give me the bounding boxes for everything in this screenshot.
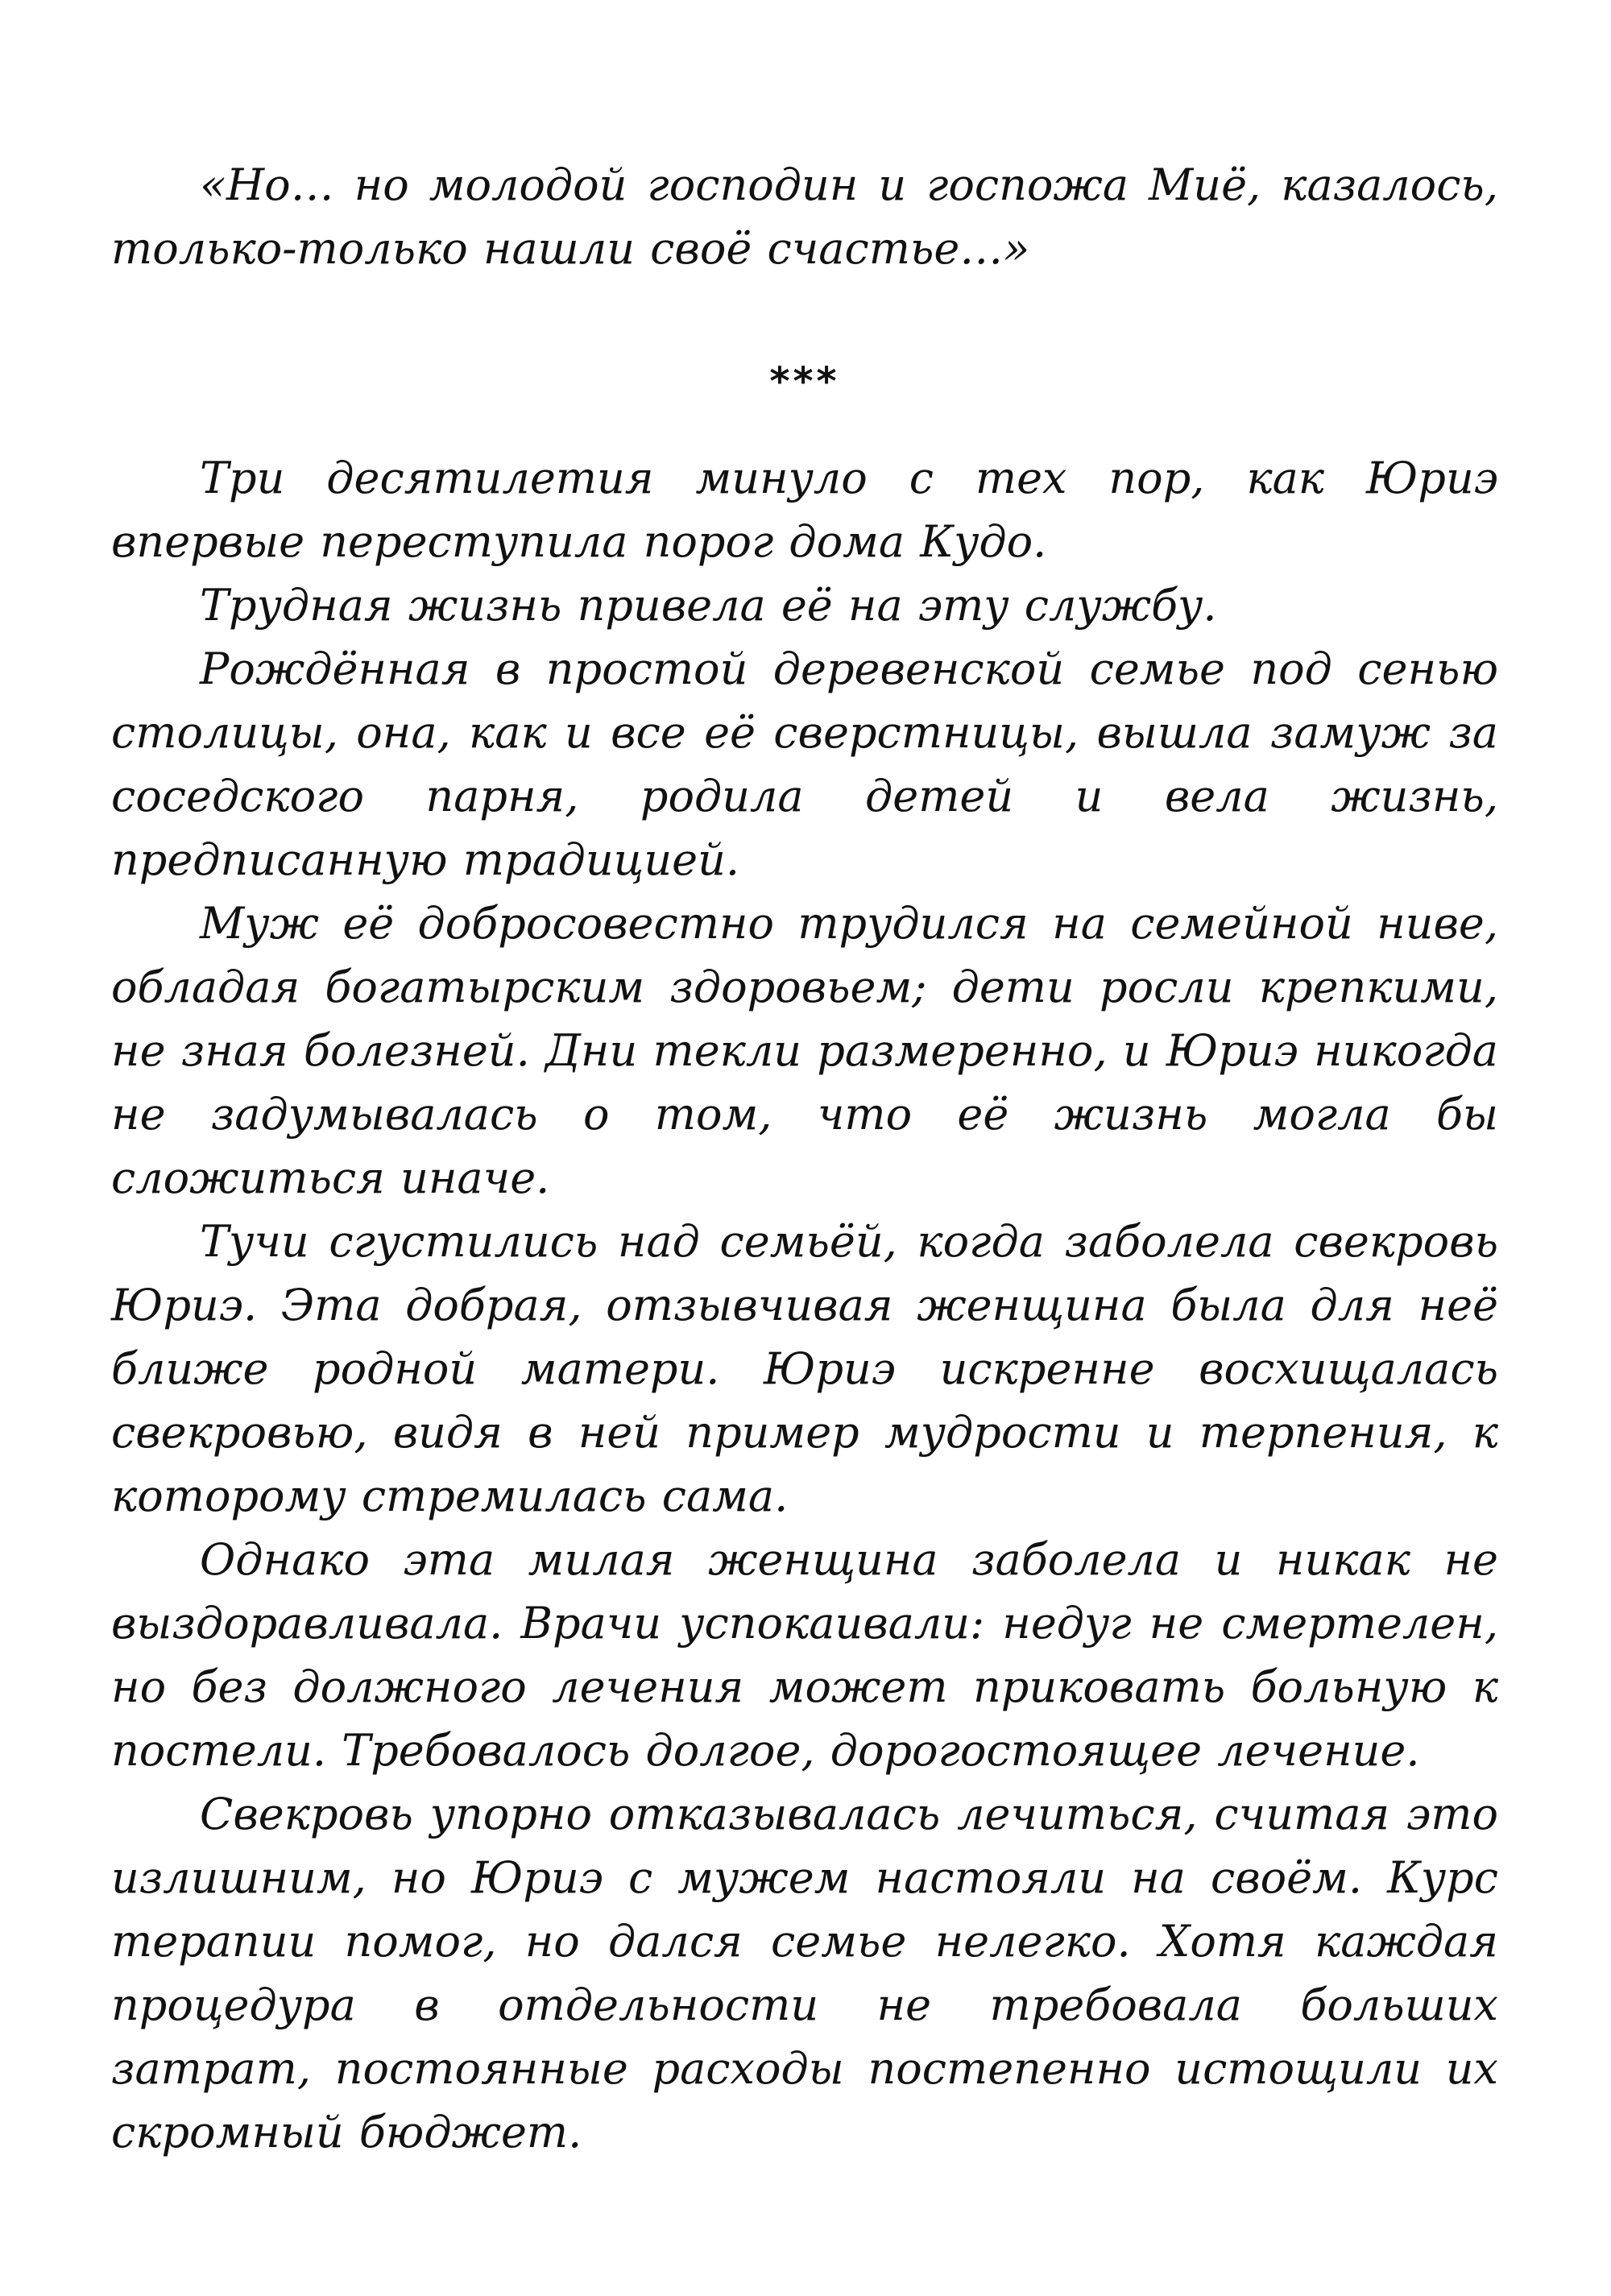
paragraph-1: Три десятилетия минуло с тех пор, как Юриэ впервые переступила порог дома Кудо. <box>111 453 1498 567</box>
paragraph-2: Трудная жизнь привела её на эту службу. <box>200 580 1217 631</box>
paragraph-7: Свекровь упорно отказывалась лечиться, считая это излишним, но Юриэ с мужем настояли на своём. Курс терапии помог, но дался семье нелегко. Хотя каждая процедура в отдельности не требовала больших затрат, постоянные расходы постепенно истощили их скромный бюджет. <box>111 1789 1498 2157</box>
paragraph-3: Рождённая в простой деревенской семье под сенью столицы, она, как и все её сверстницы, вышла замуж за соседского парня, родила детей и вела жизнь, предписанную традицией. <box>111 643 1498 885</box>
intro-paragraph: «Но… но молодой господин и госпожа Миё, казалось, только-только нашли своё счастье…» <box>111 159 1498 274</box>
paragraph-5: Тучи сгустились над семьёй, когда заболела свекровь Юриэ. Эта добрая, отзывчивая женщина была для неё ближе родной матери. Юриэ искренне восхищалась свекровью, видя в ней пример мудрости и терпения, к которому стремилась сама. <box>111 1216 1498 1521</box>
section-separator: *** <box>769 359 840 404</box>
paragraph-6: Однако эта милая женщина заболела и никак не выздоравливала. Врачи успокаивали: недуг не смертелен, но без должного лечения может приковать больную к постели. Требовалось долгое, дорогостоящее лечение. <box>111 1534 1498 1776</box>
paragraph-4: Муж её добросовестно трудился на семейной ниве, обладая богатырским здоровьем; дети росли крепкими, не зная болезней. Дни текли размеренно, и Юриэ никогда не задумывалась о том, что её жизнь могла бы сложиться иначе. <box>111 898 1498 1203</box>
